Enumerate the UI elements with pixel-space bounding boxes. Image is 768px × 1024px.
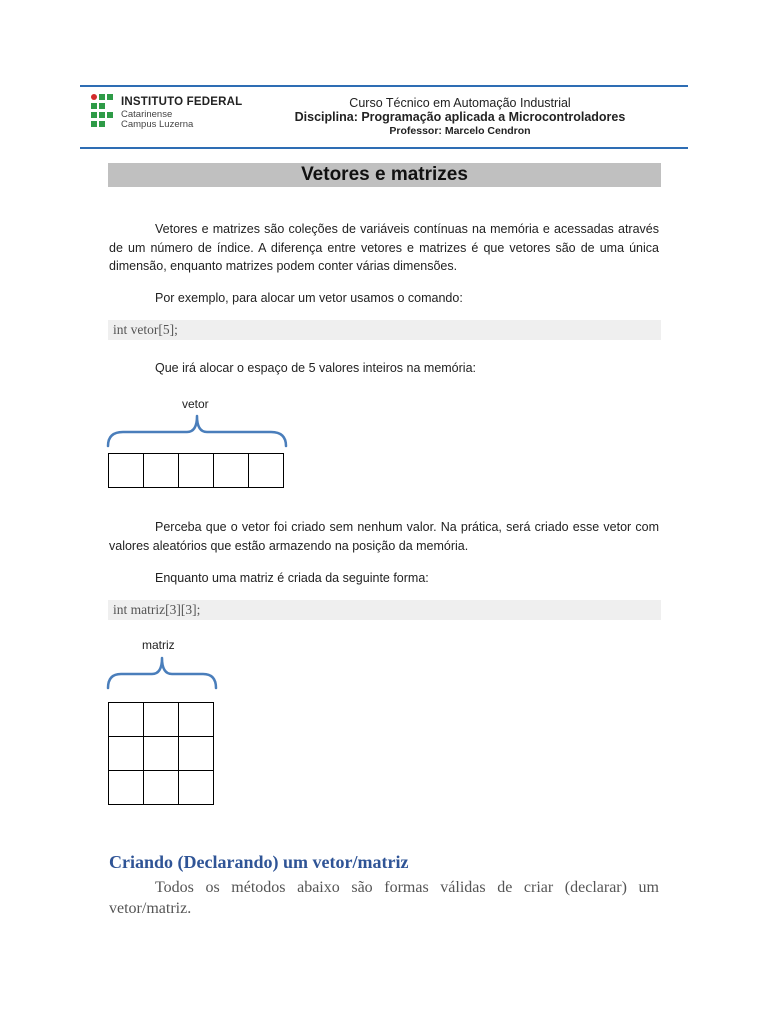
matrix-code: int matriz[3][3];: [113, 602, 201, 617]
matrix-cell: [109, 737, 144, 771]
logo-subtitle-1: Catarinense: [121, 109, 173, 120]
matrix-brace-icon: [105, 652, 219, 692]
vector-cell: [214, 454, 249, 488]
matrix-row: [109, 737, 214, 771]
matrix-row: [109, 771, 214, 805]
matrix-cell: [179, 703, 214, 737]
matrix-code-block: [108, 600, 661, 620]
course-name: Curso Técnico em Automação Industrial: [349, 96, 571, 110]
matrix-intro-paragraph: Enquanto uma matriz é criada da seguinte forma:: [155, 571, 429, 585]
logo-name: INSTITUTO FEDERAL: [121, 96, 243, 108]
section-paragraph: Todos os métodos abaixo são formas válidas de criar (declarar) um vetor/matriz.: [109, 879, 659, 917]
intro-paragraph: Vetores e matrizes são coleções de variáveis contínuas na memória e acessadas através de um número de índice. A diferença entre vetores e matrizes é que vetores são de uma única dimensão, enquanto matrizes podem conter várias dimensões.: [109, 222, 659, 273]
logo-subtitle-2: Campus Luzerna: [121, 119, 194, 130]
matrix-cell: [109, 771, 144, 805]
vector-cell: [179, 454, 214, 488]
discipline-name: Disciplina: Programação aplicada a Microcontroladores: [294, 110, 626, 124]
vector-cell: [249, 454, 284, 488]
section-heading: Criando (Declarando) um vetor/matriz: [109, 852, 409, 872]
vector-cell: [144, 454, 179, 488]
institute-logo: [91, 94, 243, 130]
vector-cell: [109, 454, 144, 488]
alloc-paragraph: Que irá alocar o espaço de 5 valores inteiros na memória:: [155, 361, 476, 375]
page-title: Vetores e matrizes: [301, 164, 468, 185]
matrix-cell: [144, 703, 179, 737]
vector-brace-icon: [105, 410, 289, 450]
matrix-cell: [179, 771, 214, 805]
header-top-rule: [80, 85, 688, 87]
vector-grid: [108, 453, 284, 488]
logo-squares-icon: [91, 94, 113, 128]
page-title-bar: [108, 163, 661, 187]
example-paragraph: Por exemplo, para alocar um vetor usamos o comando:: [155, 291, 463, 305]
matrix-cell: [144, 771, 179, 805]
vector-code: int vetor[5];: [113, 322, 178, 337]
header-text: [250, 96, 670, 138]
vector-code-block: [108, 320, 661, 340]
header-bottom-rule: [80, 147, 688, 149]
matrix-label: matriz: [142, 638, 175, 652]
professor-name: Professor: Marcelo Cendron: [389, 125, 531, 137]
matrix-grid: [108, 702, 214, 805]
matrix-cell: [144, 737, 179, 771]
matrix-cell: [179, 737, 214, 771]
vector-label: vetor: [182, 397, 209, 411]
note-paragraph: Perceba que o vetor foi criado sem nenhum valor. Na prática, será criado esse vetor com valores aleatórios que estão armazendo na posição da memória.: [109, 520, 659, 553]
matrix-cell: [109, 703, 144, 737]
matrix-row: [109, 703, 214, 737]
